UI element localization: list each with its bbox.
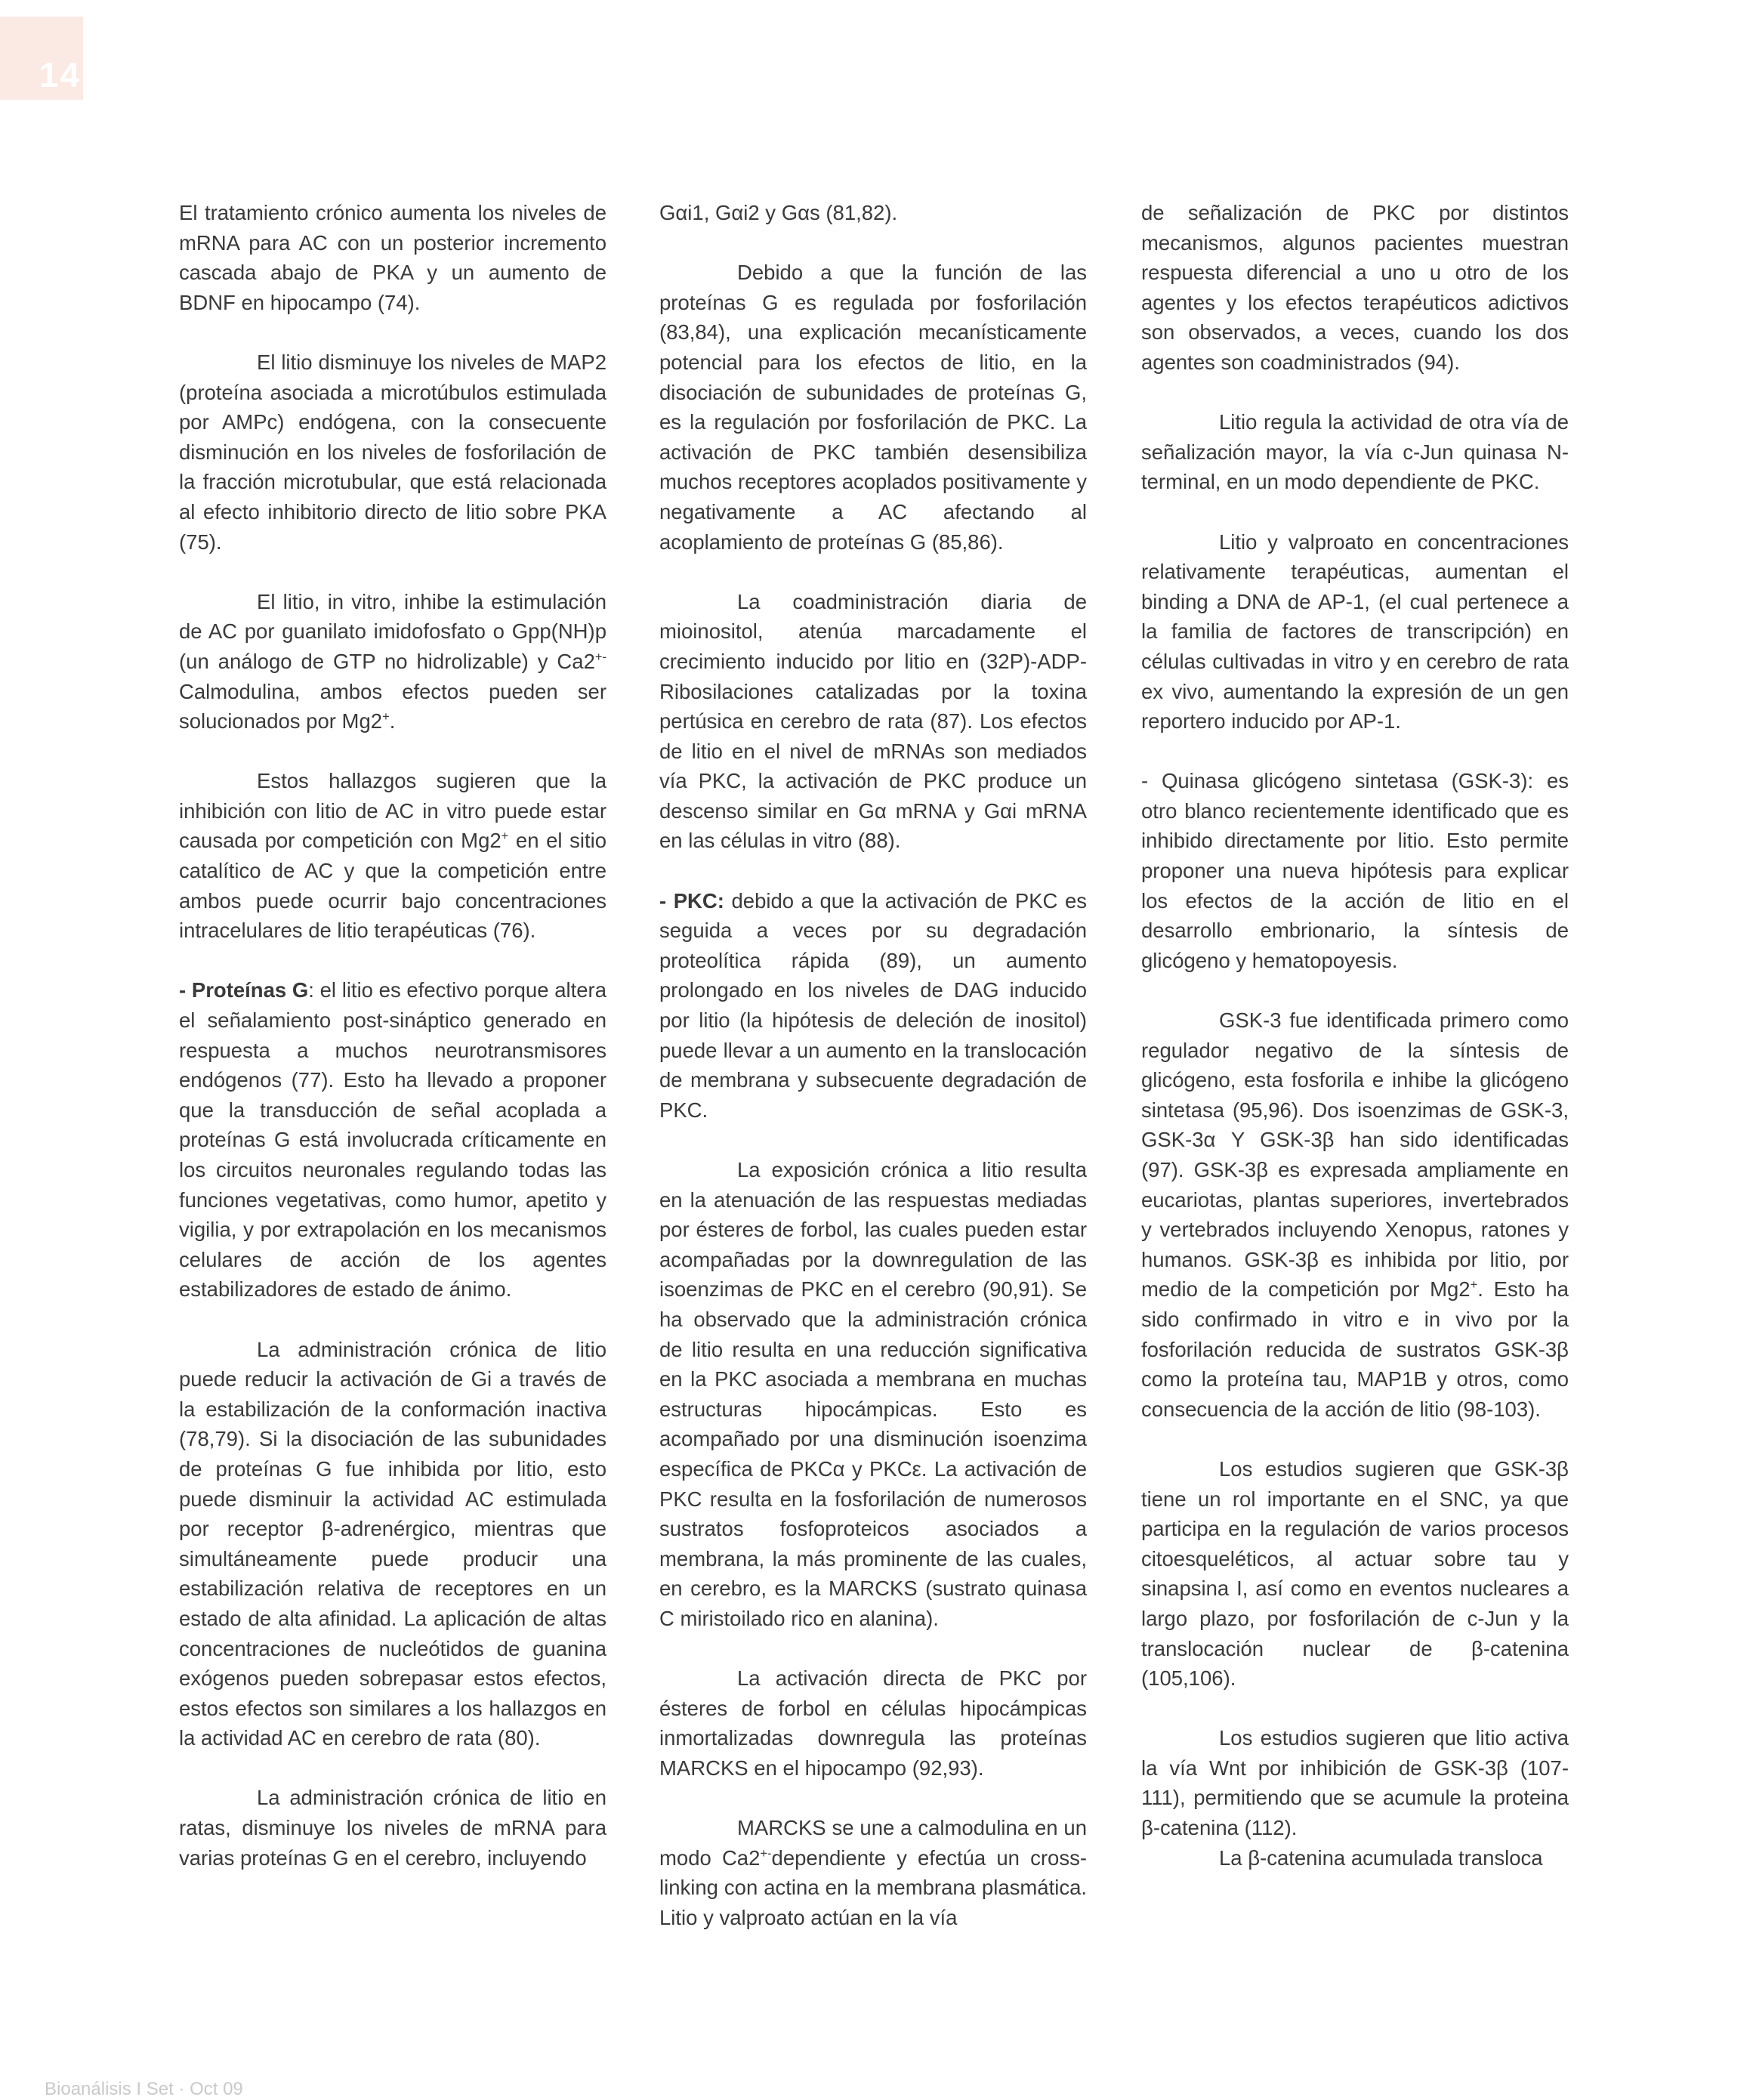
paragraph: La administración crónica de litio puede reducir la activación de Gi a través de la estabilización de la conformación inactiva (78,79). Si la disociación de las subunidades de proteínas G fue inhibida por litio, esto puede disminuir la actividad AC estimulada por receptor β-adrenérgico, mientras que simultáneamente puede producir una estabilización relativa de receptores en un estado de alta afinidad. La aplicación de altas concentraciones de nucleótidos de guanina exógenos pueden sobrepasar estos efectos, estos efectos son similares a los hallazgos en la actividad AC en cerebro de rata (80).: [179, 1337, 606, 1750]
paragraph: Estos hallazgos sugieren que la inhibición con litio de AC in vitro puede estar causada por competición con Mg2+ en el sitio catalítico de AC y que la competición entre ambos puede ocurrir bajo concentraciones intracelulares de litio terapéuticas (76).: [179, 769, 606, 943]
paragraph: GSK-3 fue identificada primero como regulador negativo de la síntesis de glicógeno, esta fosforila e inhibe la glicógeno sintetasa (95,96). Dos isoenzimas de GSK-3, GSK-3α Y GSK-3β han sido identificadas (97). GSK-3β es expresada ampliamente en eucariotas, plantas superiores, invertebrados y vertebrados incluyendo Xenopus, ratones y humanos. GSK-3β es inhibida por litio, por medio de la competición por Mg2+. Esto ha sido confirmado in vitro e in vivo por la fosforilación reducida de sustratos GSK-3β como la proteína tau, MAP1B y otros, como consecuencia de la acción de litio (98-103).: [1141, 1008, 1569, 1421]
paragraph: MARCKS se une a calmodulina en un modo Ca2+-dependiente y efectúa un cross-linking con actina en la membrana plasmática. Litio y valproato actúan en la vía: [659, 1816, 1087, 1929]
paragraph: La coadministración diaria de mioinositol, atenúa marcadamente el crecimiento inducido por litio en (32P)-ADP-Ribosilaciones catalizadas por la toxina pertúsica en cerebro de rata (87). Los efectos de litio en el nivel de mRNAs son mediados vía PKC, la activación de PKC produce un descenso similar en Gα mRNA y Gαi mRNA en las células in vitro (88).: [659, 589, 1087, 853]
footer: Bioanálisis I Set · Oct 09: [45, 2079, 243, 2099]
paragraph: La activación directa de PKC por ésteres de forbol en células hipocámpicas inmortalizadas downregula las proteínas MARCKS en el hipocampo (92,93).: [659, 1666, 1087, 1780]
paragraph: El litio disminuye los niveles de MAP2 (proteína asociada a microtúbulos estimulada por AMPc) endógena, con la consecuente disminución en los niveles de fosforilación de la fracción microtubular, que está relacionada al efecto inhibitorio directo de litio sobre PKA (75).: [179, 350, 606, 554]
paragraph: - Proteínas G: el litio es efectivo porque altera el señalamiento post-sináptico generado en respuesta a muchos neurotransmisores endógenos (77). Esto ha llevado a proponer que la transducción de señal acoplada a proteínas G está involucrada críticamente en los circuitos neuronales regulando todas las funciones vegetativas, como humor, apetito y vigilia, y por extrapolación en los mecanismos celulares de acción de los agentes estabilizadores de estado de ánimo.: [179, 978, 606, 1302]
paragraph: El litio, in vitro, inhibe la estimulación de AC por guanilato imidofosfato o Gpp(NH)p (un análogo de GTP no hidrolizable) y Ca2+- Calmodulina, ambos efectos pueden ser solucionados por Mg2+.: [179, 589, 606, 733]
paragraph: Litio regula la actividad de otra vía de señalización mayor, la vía c-Jun quinasa N-terminal, en un modo dependiente de PKC.: [1141, 410, 1569, 494]
paragraph: Gαi1, Gαi2 y Gαs (81,82).: [659, 201, 898, 224]
paragraph: de señalización de PKC por distintos mecanismos, algunos pacientes muestran respuesta diferencial a uno u otro de los agentes y los efectos terapéuticos adictivos son observados, a veces, cuando los dos agentes son coadministrados (94).: [1141, 201, 1569, 374]
paragraph: - Quinasa glicógeno sintetasa (GSK-3): es otro blanco recientemente identificado que es inhibido directamente por litio. Esto permite proponer una nueva hipótesis para explicar los efectos de la acción de litio en el desarrollo embrionario, la síntesis de glicógeno y hematopoyesis.: [1141, 769, 1569, 972]
section-lead: - PKC:: [659, 888, 724, 913]
paragraph: - PKC: debido a que la activación de PKC es seguida a veces por su degradación proteolítica rápida (89), un aumento prolongado en los niveles de DAG inducido por litio (la hipótesis de deleción de inositol) puede llevar a un aumento en la translocación de membrana y subsecuente degradación de PKC.: [659, 888, 1087, 1122]
page-number: 14: [0, 17, 83, 100]
paragraph: Debido a que la función de las proteínas G es regulada por fosforilación (83,84), una explicación mecanísticamente potencial para los efectos de litio, en la disociación de subunidades de proteínas G, es la regulación por fosforilación de PKC. La activación de PKC también desensibiliza muchos receptores acoplados positivamente y negativamente a AC afectando al acoplamiento de proteínas G (85,86).: [659, 261, 1087, 554]
paragraph: La β-catenina acumulada transloca: [1219, 1845, 1543, 1870]
text-column-1: [179, 198, 606, 1873]
paragraph: Los estudios sugieren que litio activa la vía Wnt por inhibición de GSK-3β (107-111), permitiendo que se acumule la proteina β-catenina (112).: [1141, 1726, 1569, 1840]
paragraph: La exposición crónica a litio resulta en la atenuación de las respuestas mediadas por ésteres de forbol, las cuales pueden estar acompañadas por la downregulation de las isoenzimas de PKC en el cerebro (90,91). Se ha observado que la administración crónica de litio resulta en una reducción significativa en la PKC asociada a membrana en muchas estructuras hipocámpicas. Esto es acompañado por una disminución isoenzima específica de PKCα y PKCε. La activación de PKC resulta en la fosforilación de numerosos sustratos fosfoproteicos asociados a membrana, la más prominente de las cuales, en cerebro, es la MARCKS (sustrato quinasa C miristoilado rico en alanina).: [659, 1158, 1087, 1630]
paragraph: Los estudios sugieren que GSK-3β tiene un rol importante en el SNC, ya que participa en la regulación de varios procesos citoesqueléticos, al actuar sobre tau y sinapsina I, así como en eventos nucleares a largo plazo, por fosforilación de c-Jun y la translocación nuclear de β-catenina (105,106).: [1141, 1456, 1569, 1691]
text-column-3: [1141, 198, 1569, 1873]
section-lead: - Proteínas G: [179, 978, 309, 1002]
paragraph: La administración crónica de litio en ratas, disminuye los niveles de mRNA para varias proteínas G en el cerebro, incluyendo: [179, 1786, 606, 1870]
text-column-2: [659, 198, 1087, 1932]
paragraph: El tratamiento crónico aumenta los niveles de mRNA para AC con un posterior incremento cascada abajo de PKA y un aumento de BDNF en hipocampo (74).: [179, 201, 606, 314]
paragraph: Litio y valproato en concentraciones relativamente terapéuticas, aumentan el binding a DNA de AP-1, (el cual pertenece a la familia de factores de transcripción) en células cultivadas in vitro y en cerebro de rata ex vivo, aumentando la expresión de un gen reportero inducido por AP-1.: [1141, 530, 1569, 733]
